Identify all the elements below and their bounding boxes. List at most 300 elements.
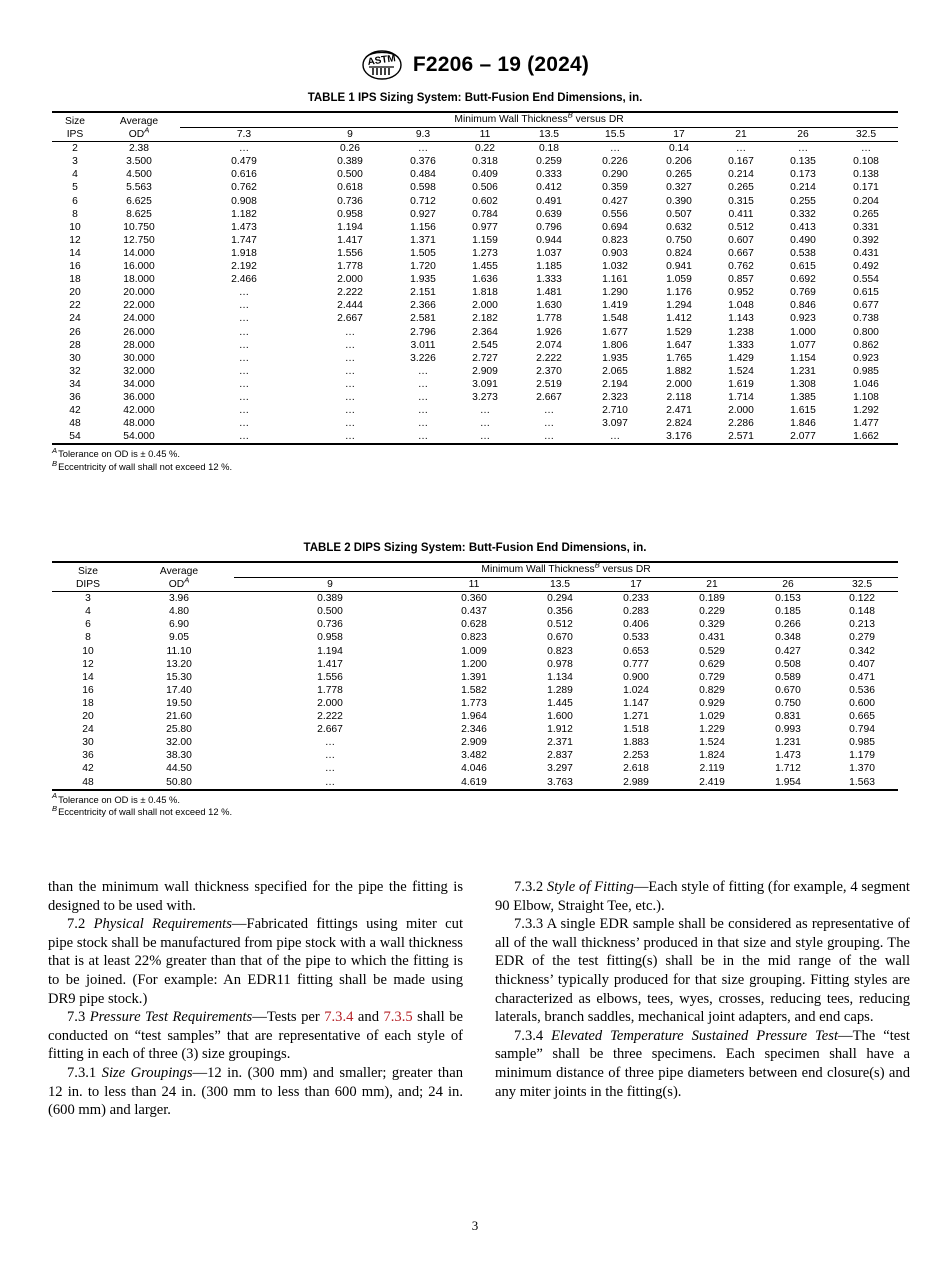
cell-dr-15.5: …: [609, 431, 621, 443]
cell-dr-13.5: 2.371: [547, 737, 573, 749]
table-row: [52, 155, 898, 168]
cell-dr-9: …: [344, 431, 356, 443]
cell-dr-13.5: 1.134: [547, 671, 573, 683]
table-2-body: [52, 592, 898, 790]
cell-dr-21: 2.419: [699, 776, 725, 788]
th-dr-9.3: 9.3: [392, 128, 454, 142]
cell-dr-15.5: …: [609, 143, 621, 155]
cell-dr-21: 0.829: [699, 684, 725, 696]
cell-dr-11: 2.364: [472, 326, 498, 338]
clause-title-7-3-1: Size Groupings: [101, 1064, 193, 1081]
cell-size: 10: [69, 221, 81, 233]
table-2-block: [52, 542, 898, 819]
cell-dr-13.5: 2.222: [536, 352, 562, 364]
cell-dr-11: 1.200: [461, 658, 487, 670]
table-row: [52, 168, 898, 181]
cell-dr-9: 0.389: [337, 156, 363, 168]
cell-size: 18: [69, 274, 81, 286]
cell-dr-21: 1.143: [728, 313, 754, 325]
table-row: [52, 671, 898, 684]
cell-dr-11: 1.636: [472, 274, 498, 286]
cell-dr-11: 0.318: [472, 156, 498, 168]
cell-dr-7.3: …: [238, 418, 250, 430]
cell-average-od: 26.000: [123, 326, 155, 338]
cell-average-od: 25.80: [166, 724, 192, 736]
table-row: [52, 273, 898, 286]
cell-dr-17: 1.176: [666, 287, 692, 299]
cell-dr-26: 1.077: [790, 339, 816, 351]
cell-dr-9: …: [344, 391, 356, 403]
cell-dr-15.5: 0.694: [602, 221, 628, 233]
cell-dr-9.3: 0.484: [410, 169, 436, 181]
th-dr-26: 26: [750, 578, 826, 592]
clause-number-7-3-4: 7.3.4: [514, 1027, 544, 1044]
table-row: [52, 723, 898, 736]
cell-dr-21: 0.189: [699, 593, 725, 605]
cell-dr-26: 1.000: [790, 326, 816, 338]
cell-dr-11: 2.545: [472, 339, 498, 351]
cell-size: 42: [69, 405, 81, 417]
cell-size: 12: [69, 234, 81, 246]
cell-dr-21: 1.333: [728, 339, 754, 351]
cell-dr-11: 3.091: [472, 378, 498, 390]
cell-dr-32.5: 0.265: [853, 208, 879, 220]
cell-dr-17: 1.647: [666, 339, 692, 351]
cell-dr-32.5: 0.392: [853, 234, 879, 246]
table-row: [52, 260, 898, 273]
table-row: [52, 181, 898, 194]
cell-dr-15.5: 0.903: [602, 247, 628, 259]
cell-dr-26: 0.589: [775, 671, 801, 683]
table-row: [52, 645, 898, 658]
cell-dr-7.3: 0.762: [231, 182, 257, 194]
cell-dr-17: 0.390: [666, 195, 692, 207]
cell-dr-32.5: 0.985: [849, 737, 875, 749]
cell-dr-9.3: 2.796: [410, 326, 436, 338]
cell-average-od: 9.05: [168, 632, 190, 644]
cell-size: 20: [82, 711, 94, 723]
cell-size: 8: [72, 208, 78, 220]
clause-number-7-3-1: 7.3.1: [67, 1064, 97, 1081]
cell-dr-21: 1.229: [699, 724, 725, 736]
cell-dr-17: 1.024: [623, 684, 649, 696]
cell-dr-13.5: 0.670: [547, 632, 573, 644]
cell-dr-11: …: [479, 431, 491, 443]
cell-dr-21: …: [735, 143, 747, 155]
cell-dr-9.3: …: [417, 405, 429, 417]
table-row: [52, 430, 898, 444]
cell-dr-13.5: 0.294: [547, 593, 573, 605]
cell-dr-9.3: 3.011: [410, 339, 436, 351]
cell-dr-13.5: 0.259: [536, 156, 562, 168]
cell-dr-9: 2.667: [337, 313, 363, 325]
paragraph-continued: than the minimum wall thickness specified for the pipe the fitting is designed to be used with.: [48, 879, 463, 914]
cell-dr-11: …: [479, 405, 491, 417]
cell-average-od: 3.500: [126, 156, 152, 168]
cell-dr-13.5: 1.481: [536, 287, 562, 299]
cell-dr-32.5: 0.331: [853, 221, 879, 233]
cell-size: 26: [69, 326, 81, 338]
cell-dr-11: 0.977: [472, 221, 498, 233]
cell-average-od: 42.000: [123, 405, 155, 417]
cell-size: 20: [69, 287, 81, 299]
table-row: [52, 776, 898, 790]
cell-dr-21: 0.512: [728, 221, 754, 233]
th-dr-9: 9: [234, 578, 426, 592]
cell-dr-9: 2.000: [337, 274, 363, 286]
cell-dr-21: 2.000: [728, 405, 754, 417]
cell-dr-21: 0.667: [728, 247, 754, 259]
cell-dr-32.5: 0.794: [849, 724, 875, 736]
cell-dr-17: 2.000: [666, 378, 692, 390]
table-2-caption: TABLE 2 DIPS Sizing System: Butt-Fusion End Dimensions, in.: [303, 542, 647, 554]
table-2-footnotes: [52, 791, 898, 819]
cell-size: 12: [82, 658, 94, 670]
cell-dr-11: 0.360: [461, 593, 487, 605]
clause-title-7-3-4: Elevated Temperature Sustained Pressure Test: [551, 1027, 839, 1044]
xref-7-3-4[interactable]: 7.3.4: [324, 1009, 354, 1026]
cell-dr-11: 2.346: [461, 724, 487, 736]
cell-average-od: 11.10: [166, 645, 192, 657]
table-1: [52, 111, 898, 445]
cell-dr-26: 0.508: [775, 658, 801, 670]
cell-dr-9: 2.000: [317, 697, 343, 709]
cell-dr-32.5: 0.554: [853, 274, 879, 286]
footnote-a: $^A$Tolerance on OD is ± 0.45 %.: [52, 791, 180, 805]
cell-dr-26: 0.255: [790, 195, 816, 207]
cell-dr-9.3: 0.376: [410, 156, 436, 168]
cell-dr-11: 1.773: [461, 697, 487, 709]
th-average-od: Average OD$^A$: [119, 116, 159, 141]
cell-dr-17: 1.765: [666, 352, 692, 364]
cell-average-od: 16.000: [123, 261, 155, 273]
cell-dr-13.5: 0.491: [536, 195, 562, 207]
cell-dr-9.3: 1.935: [410, 274, 436, 286]
clause-number-7-3-3: 7.3.3: [514, 916, 544, 933]
cell-average-od: 3.96: [168, 593, 190, 605]
cell-dr-13.5: 3.297: [547, 763, 573, 775]
table-row: [52, 697, 898, 710]
cell-dr-11: 1.009: [461, 645, 487, 657]
cell-dr-7.3: 0.479: [231, 156, 257, 168]
cell-dr-21: 2.119: [699, 763, 725, 775]
cell-dr-21: 1.048: [728, 300, 754, 312]
th-dr-15.5: 15.5: [582, 128, 648, 142]
cell-dr-9: 0.500: [317, 606, 343, 618]
cell-size: 30: [82, 737, 94, 749]
cell-dr-9.3: 0.598: [410, 182, 436, 194]
cell-dr-17: 1.294: [666, 300, 692, 312]
cell-dr-13.5: 3.763: [547, 776, 573, 788]
cell-dr-15.5: 0.359: [602, 182, 628, 194]
cell-dr-21: 1.238: [728, 326, 754, 338]
cell-dr-15.5: 3.097: [602, 418, 628, 430]
clause-body-7-2: —Fabricated fittings using miter cut pipe stock shall be manufactured from pipe stock with a wall thickness that is at least 22% greater than that of the pipe to which the fitting is to be joined. (For example: An EDR11 fitting shall be made using DR9 pipe stock.): [48, 916, 463, 1007]
table-row: [52, 684, 898, 697]
cell-size: 14: [82, 671, 94, 683]
cell-dr-13.5: 0.823: [547, 645, 573, 657]
cell-dr-17: 1.147: [623, 697, 649, 709]
cell-size: 14: [69, 247, 81, 259]
cell-dr-26: 1.954: [775, 776, 801, 788]
cell-dr-7.3: 1.182: [231, 208, 257, 220]
cell-dr-17: 1.271: [623, 711, 649, 723]
cell-dr-13.5: 0.333: [536, 169, 562, 181]
cell-dr-13.5: …: [543, 418, 555, 430]
cell-dr-7.3: 2.192: [231, 261, 257, 273]
cell-dr-13.5: 2.074: [536, 339, 562, 351]
cell-dr-17: 2.989: [623, 776, 649, 788]
cell-size: 54: [69, 431, 81, 443]
cell-dr-13.5: 1.600: [547, 711, 573, 723]
cell-dr-9.3: 1.505: [410, 247, 436, 259]
cell-dr-32.5: 1.292: [853, 405, 879, 417]
cell-dr-7.3: 1.747: [231, 234, 257, 246]
cell-dr-26: 0.173: [790, 169, 816, 181]
cell-dr-21: 0.214: [728, 169, 754, 181]
cell-dr-7.3: …: [238, 326, 250, 338]
paragraph-7-3-4: 7.3.4 Elevated Temperature Sustained Pressure Test—The “test sample” shall be three specimens. Each specimen shall have a minimum distance of three pipe diameters between end closure(s) and any miter joints in the fitting(s).: [495, 1027, 910, 1100]
cell-dr-9: …: [344, 405, 356, 417]
cell-dr-17: 0.824: [666, 247, 692, 259]
paragraph-7-3-3: 7.3.3 A single EDR sample shall be considered as representative of all of the wall thickness’ produced in that size and style grouping. The EDR of the test fitting(s) shall be in the mid range of the wall thickness’ typically produced for that size grouping. Fitting styles are characterized as elbows, tees, wyes, crosses, reducing tees, reducing laterals, branch saddles, mechanical joint adapters, and end caps.: [495, 916, 910, 1026]
xref-7-3-5[interactable]: 7.3.5: [383, 1009, 413, 1026]
cell-dr-26: 0.427: [775, 645, 801, 657]
cell-dr-26: 0.846: [790, 300, 816, 312]
cell-dr-13.5: 1.926: [536, 326, 562, 338]
cell-size: 36: [69, 391, 81, 403]
cell-dr-26: 0.153: [775, 593, 801, 605]
cell-dr-13.5: 1.778: [536, 313, 562, 325]
cell-dr-21: 0.529: [699, 645, 725, 657]
cell-dr-21: 0.762: [728, 261, 754, 273]
cell-dr-13.5: 0.796: [536, 221, 562, 233]
cell-dr-32.5: 0.279: [849, 632, 875, 644]
table-1-block: [52, 92, 898, 474]
cell-dr-11: 0.628: [461, 619, 487, 631]
cell-dr-13.5: 1.333: [536, 274, 562, 286]
th-dr-32.5: 32.5: [834, 128, 898, 142]
cell-size: 16: [69, 261, 81, 273]
cell-dr-9.3: …: [417, 365, 429, 377]
cell-average-od: 38.30: [166, 750, 192, 762]
cell-dr-15.5: 1.032: [602, 261, 628, 273]
cell-dr-9: 1.778: [317, 684, 343, 696]
cell-dr-32.5: 1.477: [853, 418, 879, 430]
cell-dr-26: 0.185: [775, 606, 801, 618]
cell-average-od: 19.50: [166, 697, 192, 709]
cell-dr-13.5: 2.667: [536, 391, 562, 403]
cell-size: 24: [82, 724, 94, 736]
table-row: [52, 352, 898, 365]
cell-dr-11: 1.273: [472, 247, 498, 259]
table-row: [52, 605, 898, 618]
table-row: [52, 391, 898, 404]
cell-dr-17: 0.14: [668, 143, 690, 155]
cell-dr-9: 1.194: [337, 221, 363, 233]
cell-dr-17: 0.507: [666, 208, 692, 220]
cell-dr-26: 1.231: [775, 737, 801, 749]
clause-title-7-3: Pressure Test Requirements: [89, 1009, 253, 1026]
cell-dr-9.3: …: [417, 378, 429, 390]
cell-dr-21: 0.265: [728, 182, 754, 194]
table-row: [52, 658, 898, 671]
footnote-a: $^A$Tolerance on OD is ± 0.45 %.: [52, 446, 180, 460]
paragraph-7-3: 7.3 Pressure Test Requirements—Tests per 7.3.4 and 7.3.5 shall be conducted on “test samples” that are representative of each style of fitting in each of three (3) size groupings.: [48, 1009, 463, 1063]
cell-dr-26: 1.385: [790, 391, 816, 403]
cell-dr-15.5: 1.290: [602, 287, 628, 299]
cell-dr-13.5: 1.289: [547, 684, 573, 696]
cell-dr-9.3: 2.581: [410, 313, 436, 325]
cell-dr-17: 0.533: [623, 632, 649, 644]
table-row: [52, 710, 898, 723]
cell-dr-17: 2.618: [623, 763, 649, 775]
cell-dr-7.3: 1.918: [231, 247, 257, 259]
cell-dr-21: 1.714: [728, 391, 754, 403]
paragraph-7-3-2: 7.3.2 Style of Fitting—Each style of fitting (for example, 4 segment 90 Elbow, Straight Tee, etc.).: [495, 879, 910, 914]
cell-dr-9: 0.736: [337, 195, 363, 207]
cell-dr-17: 3.176: [666, 431, 692, 443]
cell-average-od: 30.000: [123, 352, 155, 364]
cell-dr-17: 0.941: [666, 261, 692, 273]
cell-size: 4: [72, 169, 78, 181]
page-number: 3: [471, 1218, 479, 1233]
cell-average-od: 54.000: [123, 431, 155, 443]
cell-dr-9.3: …: [417, 143, 429, 155]
table-row: [52, 339, 898, 352]
cell-dr-7.3: …: [238, 365, 250, 377]
cell-dr-9.3: 1.156: [410, 221, 436, 233]
cell-dr-21: 1.619: [728, 378, 754, 390]
cell-dr-9: …: [344, 326, 356, 338]
cell-dr-32.5: 0.615: [853, 287, 879, 299]
cell-dr-13.5: 1.037: [536, 247, 562, 259]
cell-size: 28: [69, 339, 81, 351]
cell-dr-17: 0.327: [666, 182, 692, 194]
right-column: [495, 878, 910, 1120]
cell-dr-9.3: 0.927: [410, 208, 436, 220]
cell-dr-9: 0.958: [337, 208, 363, 220]
cell-dr-11: 2.182: [472, 313, 498, 325]
cell-dr-17: 0.265: [666, 169, 692, 181]
table-row: [52, 592, 898, 606]
cell-dr-26: 0.993: [775, 724, 801, 736]
cell-dr-15.5: 1.935: [602, 352, 628, 364]
cell-dr-26: 1.615: [790, 405, 816, 417]
cell-dr-7.3: …: [238, 339, 250, 351]
cell-average-od: 44.50: [166, 763, 192, 775]
cell-dr-21: 0.329: [699, 619, 725, 631]
cell-dr-21: 1.524: [728, 365, 754, 377]
cell-dr-9: 0.26: [339, 143, 361, 155]
cell-dr-11: 0.823: [461, 632, 487, 644]
cell-average-od: 50.80: [166, 776, 192, 788]
cell-dr-17: 1.882: [666, 365, 692, 377]
cell-dr-32.5: 0.862: [853, 339, 879, 351]
cell-dr-32.5: 0.407: [849, 658, 875, 670]
cell-dr-32.5: 1.370: [849, 763, 875, 775]
table-row: [52, 326, 898, 339]
cell-dr-7.3: 0.616: [231, 169, 257, 181]
cell-dr-32.5: 0.985: [853, 365, 879, 377]
cell-dr-32.5: 0.923: [853, 352, 879, 364]
cell-dr-32.5: 0.536: [849, 684, 875, 696]
cell-dr-26: 0.670: [775, 684, 801, 696]
cell-dr-32.5: 1.662: [853, 431, 879, 443]
cell-dr-26: …: [797, 143, 809, 155]
cell-size: 36: [82, 750, 94, 762]
cell-dr-9: …: [324, 776, 336, 788]
cell-dr-9: 1.556: [337, 247, 363, 259]
cell-dr-26: 0.348: [775, 632, 801, 644]
cell-dr-32.5: 0.213: [849, 619, 875, 631]
th-dr-9: 9: [308, 128, 392, 142]
cell-size: 5: [72, 182, 78, 194]
cell-dr-17: 1.059: [666, 274, 692, 286]
body-columns: [48, 878, 910, 1120]
cell-average-od: 12.750: [123, 234, 155, 246]
cell-dr-17: 0.632: [666, 221, 692, 233]
cell-size: 2: [72, 143, 78, 155]
cell-dr-9: 2.222: [317, 711, 343, 723]
cell-dr-7.3: …: [238, 431, 250, 443]
cell-size: 3: [85, 593, 91, 605]
cell-average-od: 18.000: [123, 274, 155, 286]
cell-dr-32.5: 0.204: [853, 195, 879, 207]
cell-dr-17: 2.253: [623, 750, 649, 762]
cell-dr-13.5: 0.639: [536, 208, 562, 220]
cell-dr-32.5: 0.600: [849, 697, 875, 709]
th-dr-13.5: 13.5: [516, 128, 582, 142]
cell-size: 3: [72, 156, 78, 168]
cell-dr-7.3: …: [238, 391, 250, 403]
cell-average-od: 48.000: [123, 418, 155, 430]
cell-dr-32.5: 0.665: [849, 711, 875, 723]
cell-dr-32.5: 0.122: [849, 593, 875, 605]
cell-size: 34: [69, 378, 81, 390]
clause-number-7-3: 7.3: [67, 1009, 86, 1026]
cell-dr-15.5: 0.823: [602, 234, 628, 246]
table-row: [52, 286, 898, 299]
cell-dr-15.5: 0.226: [602, 156, 628, 168]
table-row: [52, 404, 898, 417]
cell-dr-9.3: 3.226: [410, 352, 436, 364]
cell-dr-9: 1.417: [337, 234, 363, 246]
cell-size: 24: [69, 313, 81, 325]
cell-average-od: 36.000: [123, 391, 155, 403]
cell-dr-15.5: 2.323: [602, 391, 628, 403]
footnote-b: $^B$Eccentricity of wall shall not exceed 12 %.: [52, 804, 233, 818]
cell-dr-9: …: [344, 418, 356, 430]
table-row: [52, 417, 898, 430]
cell-dr-32.5: 0.148: [849, 606, 875, 618]
cell-dr-13.5: 1.630: [536, 300, 562, 312]
cell-dr-9.3: 1.371: [410, 234, 436, 246]
cell-average-od: 20.000: [123, 287, 155, 299]
th-dr-32.5: 32.5: [826, 578, 898, 592]
cell-size: 4: [85, 606, 91, 618]
cell-size: 42: [82, 763, 94, 775]
cell-size: 8: [85, 632, 91, 644]
cell-dr-9: …: [344, 378, 356, 390]
cell-dr-32.5: 1.108: [853, 391, 879, 403]
table-2-header-row-1: [52, 562, 898, 578]
cell-dr-11: 0.437: [461, 606, 487, 618]
cell-size: 48: [82, 776, 94, 788]
table-2: [52, 561, 898, 791]
cell-average-od: 8.625: [126, 208, 152, 220]
cell-dr-26: 0.923: [790, 313, 816, 325]
